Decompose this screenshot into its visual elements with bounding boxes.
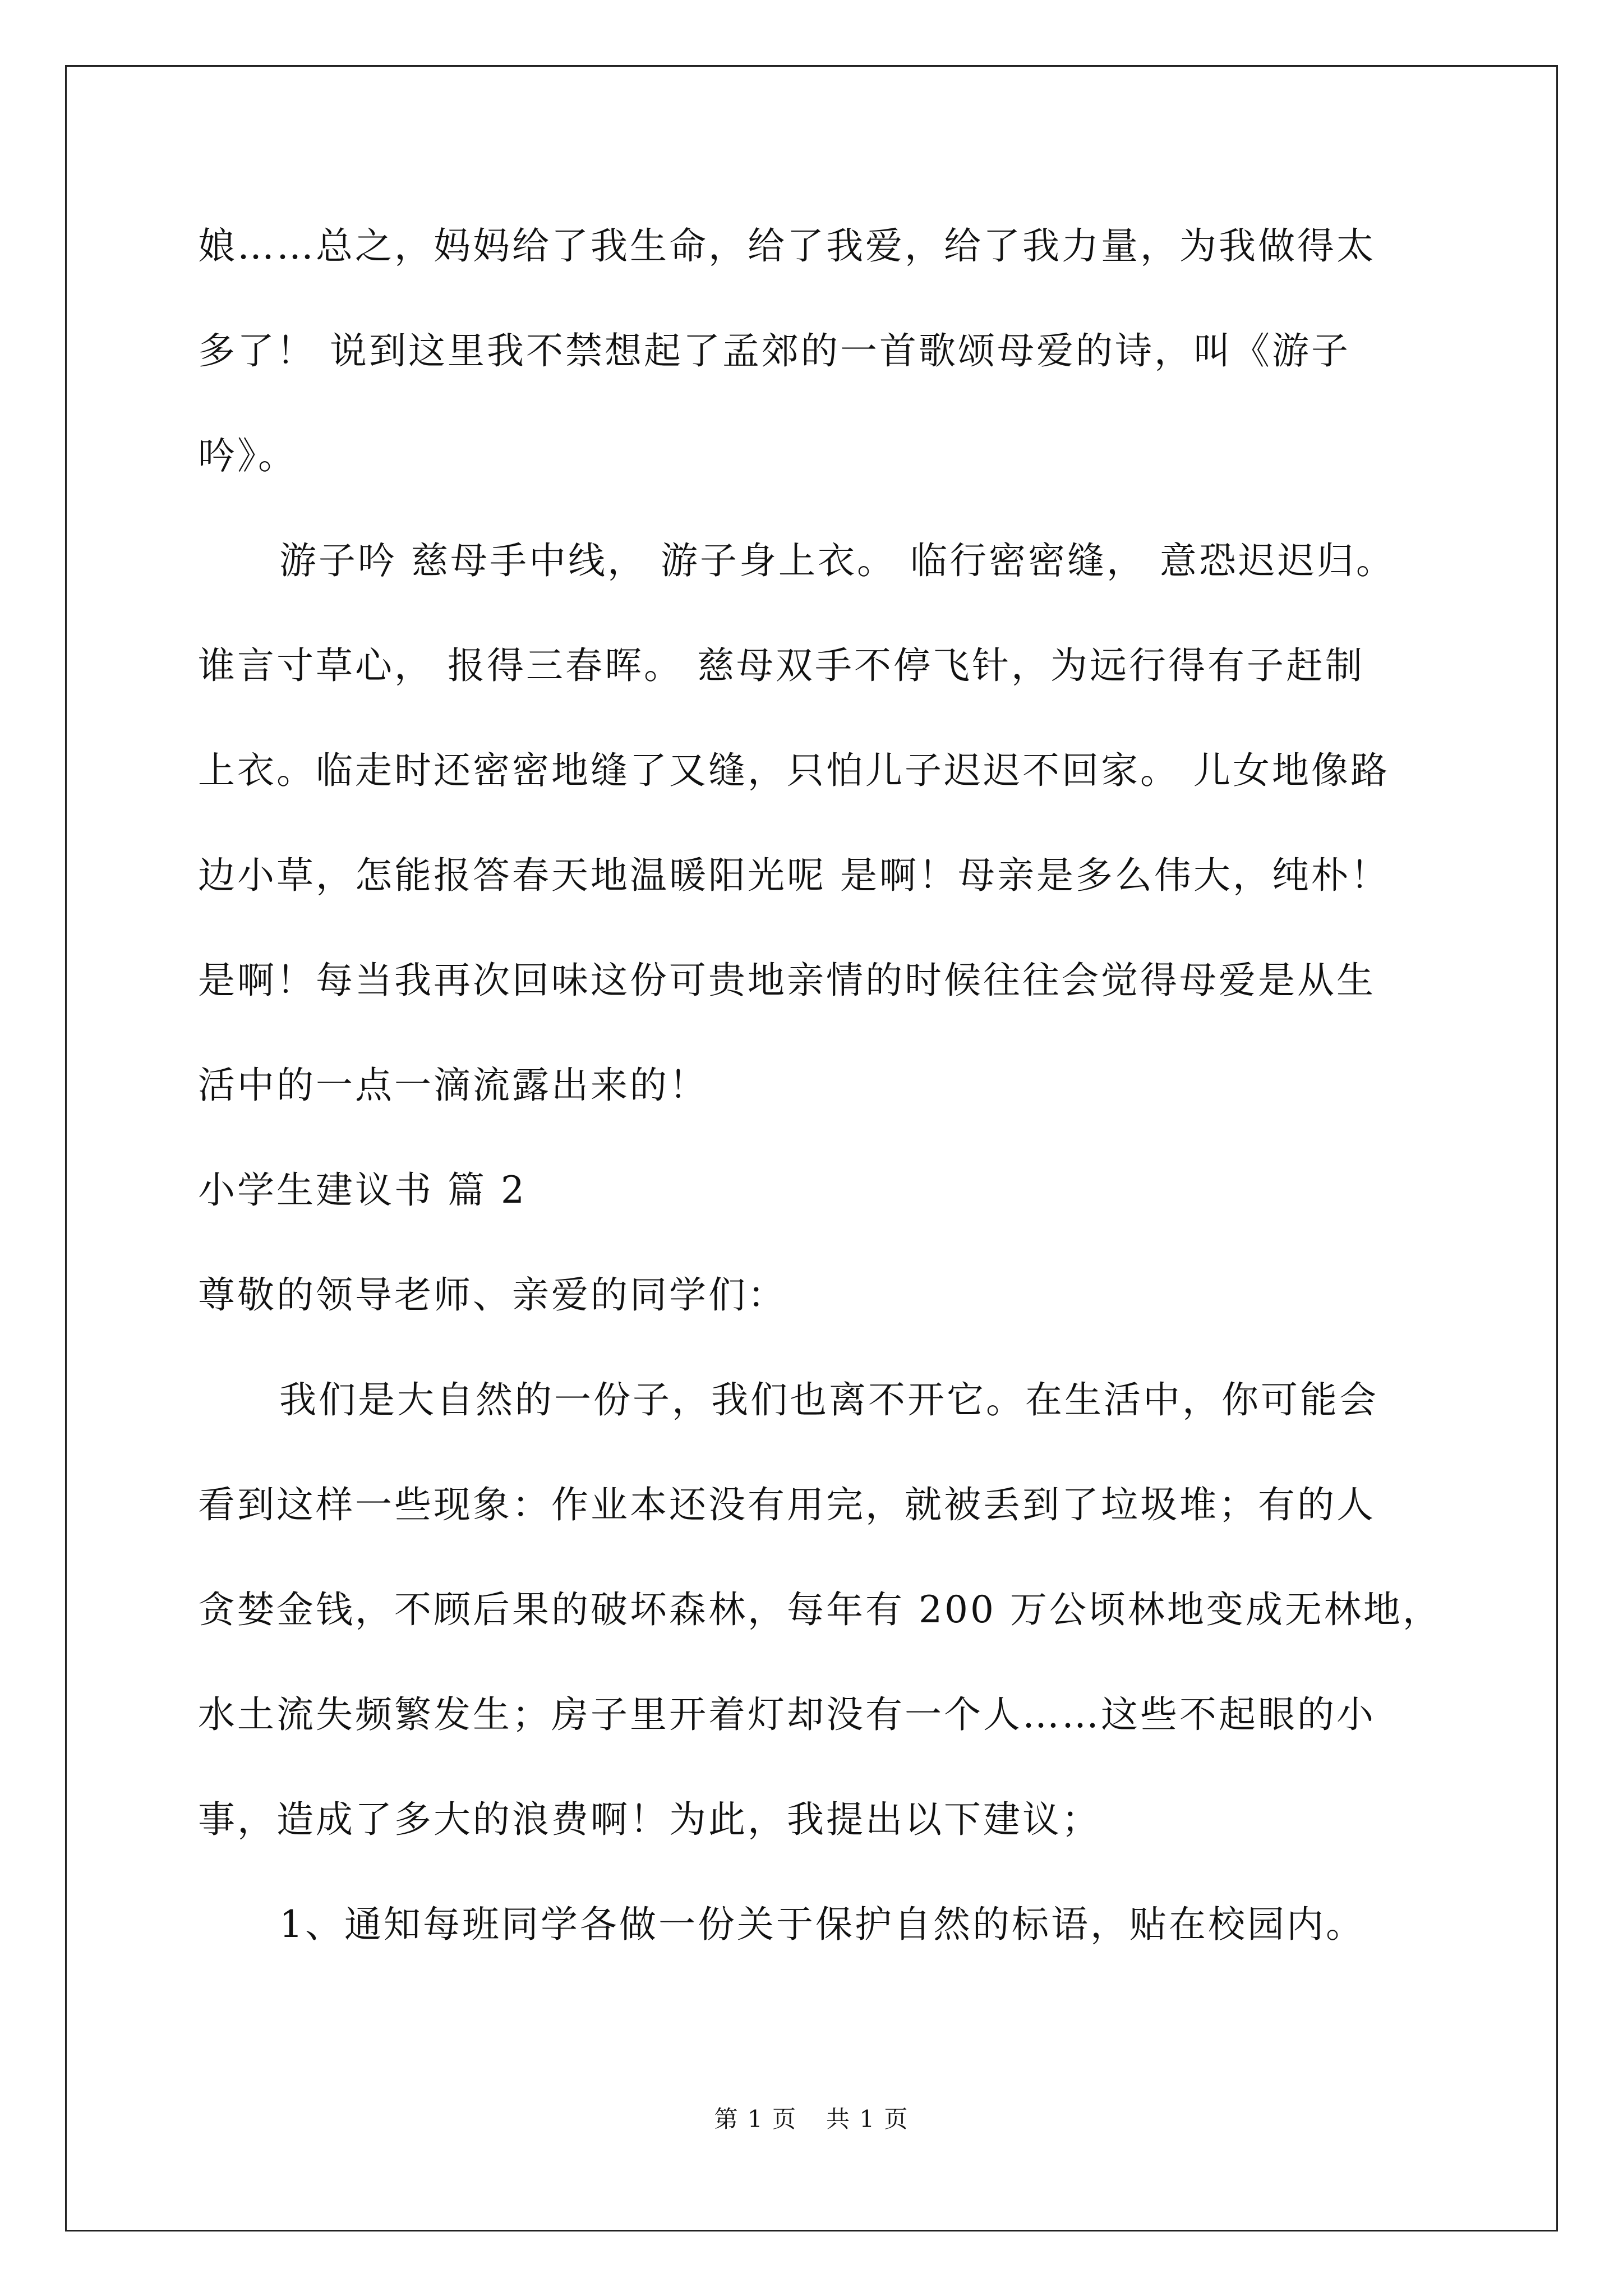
line-text: 水土流失频繁发生；房子里开着灯却没有一个人……这些不起眼的小 (198, 1693, 1376, 1736)
line-text: 谁言寸草心， 报得三春晖。 慈母双手不停飞针，为远行得有子赶制 (198, 644, 1364, 687)
line-text: 上衣。临走时还密密地缝了又缝，只怕儿子迟迟不回家。 儿女地像路 (198, 749, 1390, 792)
line-text: 小学生建议书 篇 2 (198, 1168, 527, 1212)
text-line (198, 629, 1443, 734)
text-line (198, 420, 1443, 524)
document-body (198, 210, 1443, 1993)
line-text: 是啊！每当我再次回味这份可贵地亲情的时候往往会觉得母爱是从生 (198, 959, 1376, 1002)
line-text: 看到这样一些现象：作业本还没有用完，就被丢到了垃圾堆；有的人 (198, 1483, 1376, 1526)
text-line (198, 315, 1443, 420)
text-line (198, 1049, 1443, 1154)
text-line (198, 944, 1443, 1049)
text-line (198, 839, 1443, 944)
page-footer (0, 2101, 1623, 2134)
line-text: 游子吟 慈母手中线， 游子身上衣。 临行密密缝， 意恐迟迟归。 (279, 539, 1395, 582)
text-line (198, 1364, 1443, 1469)
page-number: 第 1 页 (714, 2105, 797, 2133)
text-line (198, 1678, 1443, 1783)
line-text: 娘……总之，妈妈给了我生命，给了我爱，给了我力量，为我做得太 (198, 224, 1376, 268)
line-text: 活中的一点一滴流露出来的！ (198, 1064, 708, 1107)
line-text: 1、通知每班同学各做一份关于保护自然的标语，贴在校园内。 (279, 1903, 1365, 1946)
text-line (198, 524, 1443, 629)
line-text: 贪婪金钱，不顾后果的破坏森林，每年有 200 万公顷林地变成无林地， (198, 1588, 1442, 1631)
text-line (198, 1469, 1443, 1573)
line-text: 尊敬的领导老师、亲爱的同学们： (198, 1273, 787, 1317)
line-text: 我们是大自然的一份子，我们也离不开它。在生活中，你可能会 (279, 1378, 1378, 1421)
page-total: 共 1 页 (826, 2105, 909, 2133)
line-text: 事，造成了多大的浪费啊！为此，我提出以下建议； (198, 1798, 1101, 1841)
list-item (198, 1888, 1443, 1993)
section-heading (198, 1154, 1443, 1259)
text-line (198, 1783, 1443, 1888)
line-text: 吟》。 (198, 434, 297, 477)
text-line (198, 1573, 1443, 1678)
line-text: 边小草，怎能报答春天地温暖阳光呢 是啊！母亲是多么伟大，纯朴！ (198, 854, 1390, 897)
line-text: 多了！ 说到这里我不禁想起了孟郊的一首歌颂母爱的诗，叫《游子 (198, 329, 1350, 372)
salutation (198, 1259, 1443, 1364)
text-line (198, 734, 1443, 839)
text-line (198, 210, 1443, 315)
